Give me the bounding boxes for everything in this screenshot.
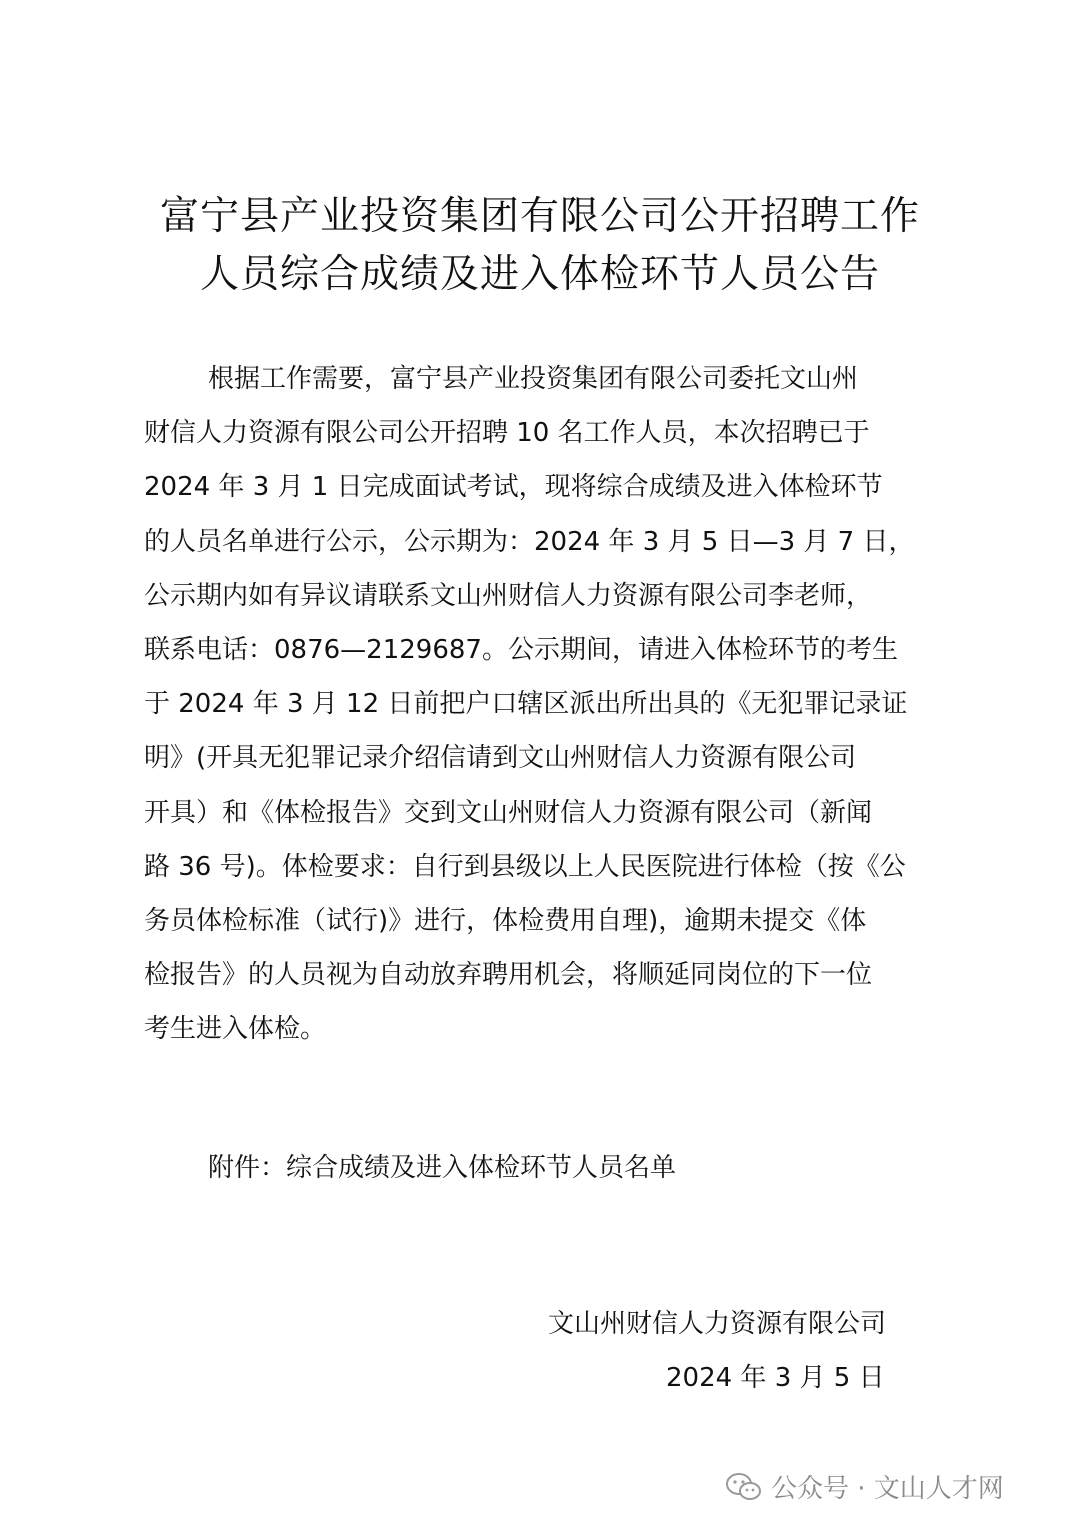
watermark bbox=[725, 1468, 1004, 1505]
title-line-2: 人员综合成绩及进入体检环节人员公告 bbox=[199, 252, 880, 297]
announcement-body bbox=[144, 352, 954, 1057]
issuer-name: 文山州财信人力资源有限公司 bbox=[548, 1309, 887, 1339]
issue-date: 2024 年 3 月 5 日 bbox=[666, 1363, 885, 1393]
body-line: 开具）和《体检报告》交到文山州财信人力资源有限公司（新闻 bbox=[144, 797, 873, 828]
title-line-1: 富宁县产业投资集团有限公司公开招聘工作 bbox=[159, 194, 920, 239]
document-title bbox=[0, 188, 1080, 304]
body-line: 路 36 号)。体检要求：自行到县级以上人民医院进行体检（按《公 bbox=[144, 851, 906, 882]
attachment-note: 附件：综合成绩及进入体检环节人员名单 bbox=[208, 1153, 677, 1183]
body-line: 于 2024 年 3 月 12 日前把户口辖区派出所出具的《无犯罪记录证 bbox=[144, 689, 908, 720]
body-line: 2024 年 3 月 1 日完成面试考试，现将综合成绩及进入体检环节 bbox=[144, 472, 883, 503]
watermark-text: 公众号 · 文山人才网 bbox=[771, 1474, 1004, 1504]
body-line: 财信人力资源有限公司公开招聘 10 名工作人员，本次招聘已于 bbox=[144, 418, 870, 449]
body-line: 根据工作需要，富宁县产业投资集团有限公司委托文山州 bbox=[208, 364, 859, 394]
body-line: 检报告》的人员视为自动放弃聘用机会，将顺延同岗位的下一位 bbox=[144, 960, 873, 991]
body-line: 务员体检标准（试行)》进行，体检费用自理)，逾期未提交《体 bbox=[144, 906, 867, 937]
body-line: 考生进入体检。 bbox=[144, 1014, 327, 1045]
wechat-icon bbox=[725, 1472, 763, 1502]
body-line: 明》(开具无犯罪记录介绍信请到文山州财信人力资源有限公司 bbox=[144, 743, 857, 774]
body-line: 的人员名单进行公示，公示期为：2024 年 3 月 5 日—3 月 7 日， bbox=[144, 526, 915, 557]
body-line: 联系电话：0876—2129687。公示期间，请进入体检环节的考生 bbox=[144, 635, 898, 666]
body-line: 公示期内如有异议请联系文山州财信人力资源有限公司李老师， bbox=[144, 580, 873, 611]
